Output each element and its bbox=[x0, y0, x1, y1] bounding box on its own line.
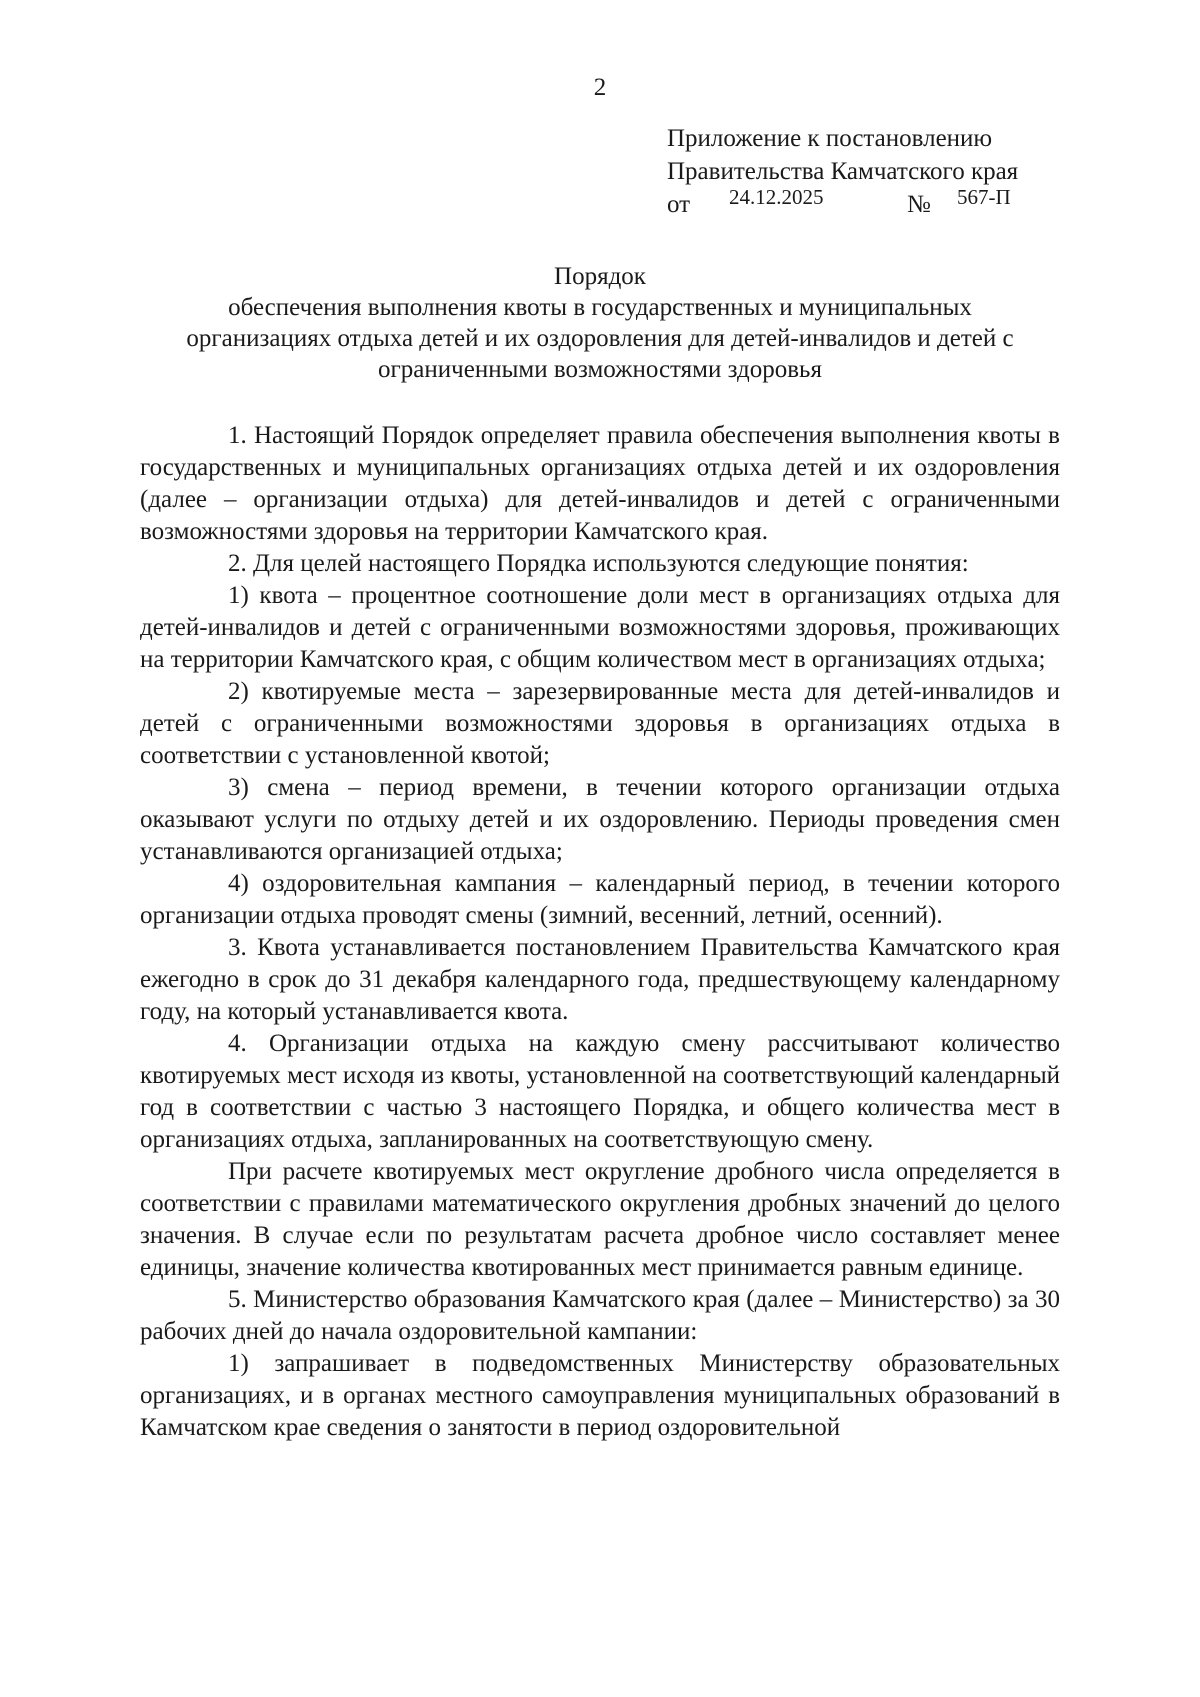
paragraph: 2) квотируемые места – зарезервированные места для детей-инвалидов и детей с ограниченными возможностями здоровья в организациях отдыха в соответствии с установленной квотой; bbox=[140, 678, 1060, 769]
paragraph: При расчете квотируемых мест округление дробного числа определяется в соответствии с правилами математического округления дробных значений до целого значения. В случае если по результатам расчета дробное число составляет менее единицы, значение количества квотированных мест принимается равным единице. bbox=[140, 1158, 1060, 1281]
page-number: 2 bbox=[593, 74, 607, 101]
date-label: от bbox=[667, 191, 691, 218]
paragraph: 5. Министерство образования Камчатского края (далее – Министерство) за 30 рабочих дней до начала оздоровительной кампании: bbox=[140, 1286, 1060, 1345]
appendix-line-2: Правительства Камчатского края bbox=[667, 158, 1019, 185]
title-line-1: Порядок bbox=[554, 263, 646, 290]
paragraph: 3) смена – период времени, в течении которого организации отдыха оказывают услуги по отдыху детей и их оздоровлению. Периоды проведения смен устанавливаются организацией отдыха; bbox=[140, 774, 1060, 865]
appendix-line-1: Приложение к постановлению bbox=[667, 125, 993, 152]
paragraph: 2. Для целей настоящего Порядка используются следующие понятия: bbox=[228, 550, 969, 577]
title-line-4: ограниченными возможностями здоровья bbox=[378, 356, 822, 383]
appendix-header bbox=[667, 122, 1018, 188]
resolution-date: 24.12.2025 bbox=[729, 185, 824, 209]
title-line-3: организациях отдыха детей и их оздоровления для детей-инвалидов и детей с bbox=[186, 325, 1014, 352]
paragraph: 4. Организации отдыха на каждую смену рассчитывают количество квотируемых мест исходя из квоты, установленной на соответствующий календарный год в соответствии с частью 3 настоящего Порядка, и общего количества мест в организациях отдыха, запланированных на соответствующую смену. bbox=[140, 1030, 1060, 1153]
title-line-2: обеспечения выполнения квоты в государственных и муниципальных bbox=[228, 294, 972, 321]
paragraph: 4) оздоровительная кампания – календарный период, в течении которого организации отдыха проводят смены (зимний, весенний, летний, осенний). bbox=[140, 870, 1060, 929]
resolution-number: 567-П bbox=[957, 185, 1011, 209]
number-label: № bbox=[907, 191, 931, 218]
document-title bbox=[140, 261, 1060, 385]
paragraph: 3. Квота устанавливается постановлением Правительства Камчатского края ежегодно в срок до 31 декабря календарного года, предшествующему календарному году, на который устанавливается квота. bbox=[140, 934, 1060, 1025]
paragraph: 1) запрашивает в подведомственных Министерству образовательных организациях, и в органах местного самоуправления муниципальных образований в Камчатском крае сведения о занятости в период оздоровительной bbox=[140, 1350, 1060, 1441]
document-body bbox=[140, 420, 1060, 1444]
paragraph: 1. Настоящий Порядок определяет правила обеспечения выполнения квоты в государственных и муниципальных организациях отдыха детей и их оздоровления (далее – организации отдыха) для детей-инвалидов и детей с ограниченными возможностями здоровья на территории Камчатского края. bbox=[140, 422, 1060, 545]
paragraph: 1) квота – процентное соотношение доли мест в организациях отдыха для детей-инвалидов и детей с ограниченными возможностями здоровья, проживающих на территории Камчатского края, с общим количеством мест в организациях отдыха; bbox=[140, 582, 1060, 673]
resolution-meta bbox=[667, 185, 1067, 225]
